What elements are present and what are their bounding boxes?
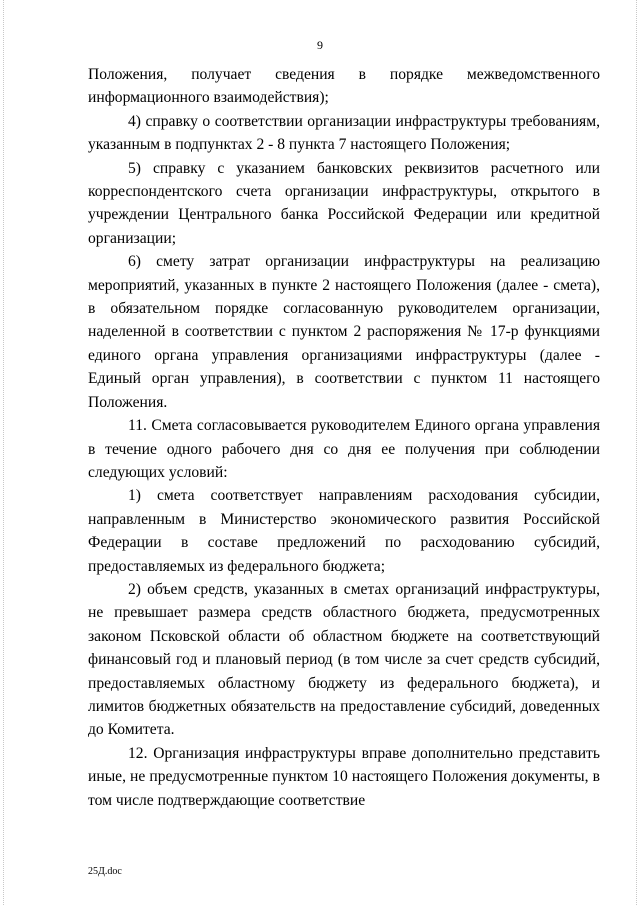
paragraph-item-6: 6) смету затрат организации инфраструктуры на реализацию мероприятий, указанных в пункте 2 настоящего Положения (далее - смета), в обязательном порядке согласованную руководителем организации, наделенной в соответствии с пунктом 2 распоряжения № 17-р функциями единого органа управления организациями инфраструктуры (далее - Единый орган управления), в соответствии с пунктом 11 настоящего Положения. <box>88 253 600 411</box>
paragraph-clause-12: 12. Организация инфраструктуры вправе дополнительно представить иные, не предусмотренные пунктом 10 настоящего Положения документы, в том числе подтверждающие соответствие <box>88 744 600 809</box>
paragraph-condition-2: 2) объем средств, указанных в сметах организаций инфраструктуры, не превышает размера средств областного бюджета, предусмотренных законом Псковской области об областном бюджете на соответствующий финансовый год и плановый период (в том числе за счет средств субсидий, предоставляемых областному бюджету из федерального бюджета), и лимитов бюджетных обязательств на предоставление субсидий, доведенных до Комитета. <box>88 580 600 739</box>
paragraph-clause-11: 11. Смета согласовывается руководителем Единого органа управления в течение одного рабочего дня со дня ее получения при соблюдении следующих условий: <box>88 417 600 481</box>
document-body <box>88 63 600 812</box>
paragraph-condition-1: 1) смета соответствует направлениям расходования субсидии, направленным в Министерство экономического развития Российской Федерации в составе предложений по расходованию субсидий, предоставляемых из федерального бюджета; <box>88 487 600 575</box>
page-left-edge <box>3 0 4 905</box>
page-right-edge <box>636 0 637 905</box>
paragraph-continuation: Положения, получает сведения в порядке межведомственного информационного взаимодействия); <box>88 66 600 107</box>
page-number: 9 <box>317 38 323 52</box>
paragraph-item-4: 4) справку о соответствии организации инфраструктуры требованиям, указанным в подпунктах 2 - 8 пункта 7 настоящего Положения; <box>88 112 600 154</box>
paragraph-item-5: 5) справку с указанием банковских реквизитов расчетного или корреспондентского счета организации инфраструктуры, открытого в учреждении Центрального банка Российской Федерации или кредитной организации; <box>88 159 600 247</box>
footer-filename: 25Д.doc <box>88 866 122 877</box>
